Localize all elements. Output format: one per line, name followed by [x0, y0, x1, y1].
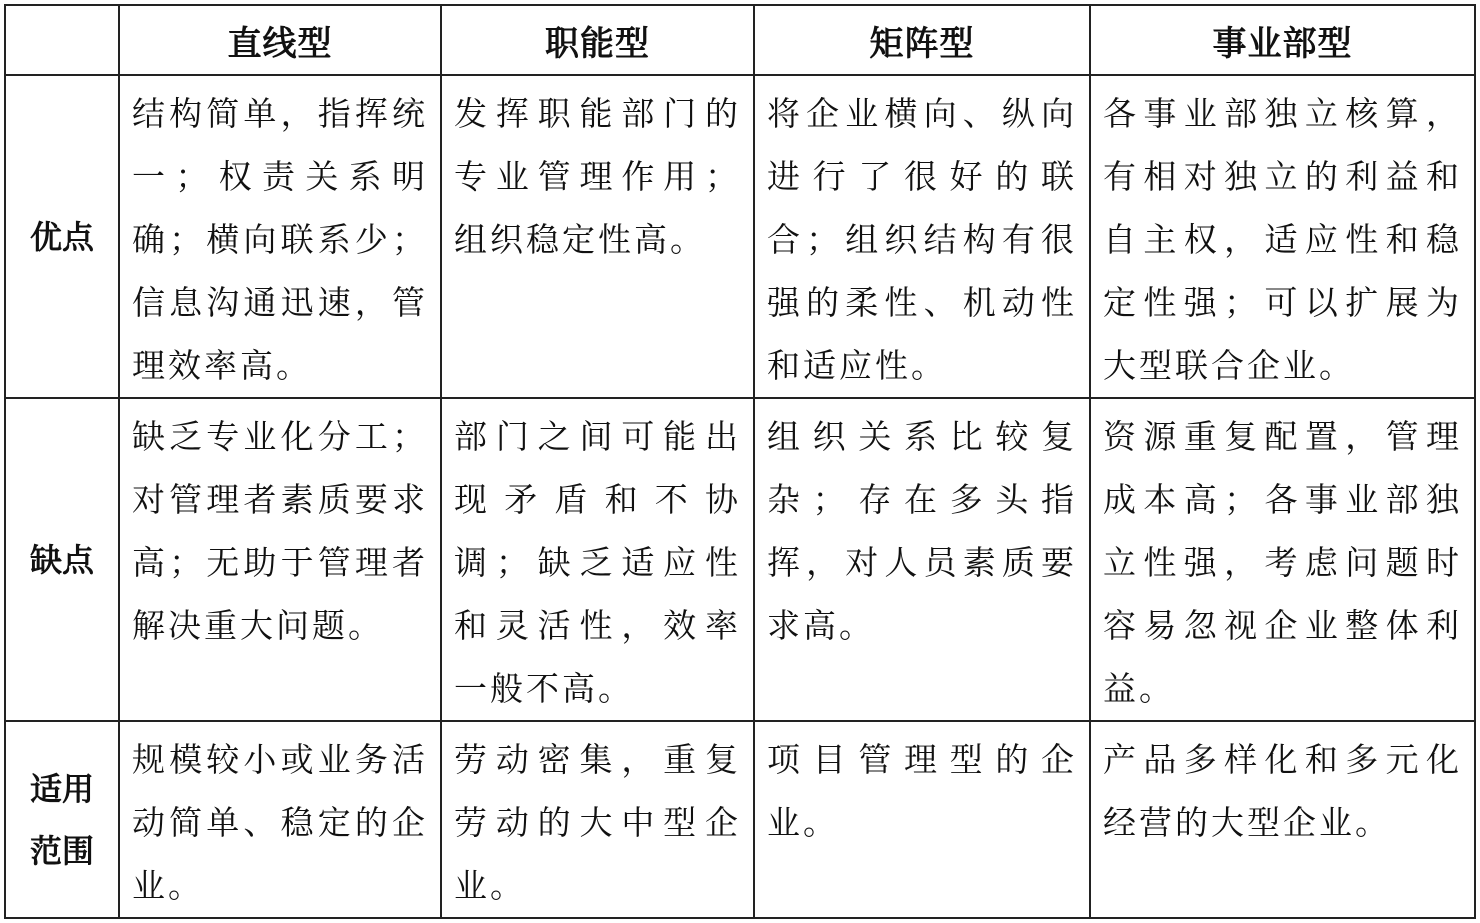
- comparison-table: [4, 4, 1476, 919]
- row-header-advantages: 优点: [5, 75, 119, 398]
- table-row-disadvantages: [5, 398, 1475, 721]
- table-cell: 发挥职能部门的专业管理作用；组织稳定性高。: [441, 75, 754, 398]
- column-header-matrix: 矩阵型: [754, 5, 1090, 75]
- column-header-linear: 直线型: [119, 5, 441, 75]
- table-cell: 产品多样化和多元化经营的大型企业。: [1090, 721, 1475, 918]
- table-cell: 组织关系比较复杂；存在多头指挥，对人员素质要求高。: [754, 398, 1090, 721]
- table-cell: 各事业部独立核算，有相对独立的利益和自主权，适应性和稳定性强；可以扩展为大型联合企业。: [1090, 75, 1475, 398]
- table-cell: 项目管理型的企业。: [754, 721, 1090, 918]
- table-cell: 资源重复配置，管理成本高；各事业部独立性强，考虑问题时容易忽视企业整体利益。: [1090, 398, 1475, 721]
- table-row-scope: [5, 721, 1475, 918]
- table-cell: 劳动密集，重复劳动的大中型企业。: [441, 721, 754, 918]
- column-header-functional: 职能型: [441, 5, 754, 75]
- column-header-divisional: 事业部型: [1090, 5, 1475, 75]
- row-header-disadvantages: 缺点: [5, 398, 119, 721]
- table-cell: 部门之间可能出现矛盾和不协调；缺乏适应性和灵活性，效率一般不高。: [441, 398, 754, 721]
- row-header-scope: 适用 范围: [5, 721, 119, 918]
- table-row-advantages: [5, 75, 1475, 398]
- table-cell: 规模较小或业务活动简单、稳定的企业。: [119, 721, 441, 918]
- table-cell: 缺乏专业化分工；对管理者素质要求高；无助于管理者解决重大问题。: [119, 398, 441, 721]
- table-cell: 结构简单，指挥统一；权责关系明确；横向联系少；信息沟通迅速，管理效率高。: [119, 75, 441, 398]
- table-cell: 将企业横向、纵向进行了很好的联合；组织结构有很强的柔性、机动性和适应性。: [754, 75, 1090, 398]
- corner-cell: [5, 5, 119, 75]
- header-row: [5, 5, 1475, 75]
